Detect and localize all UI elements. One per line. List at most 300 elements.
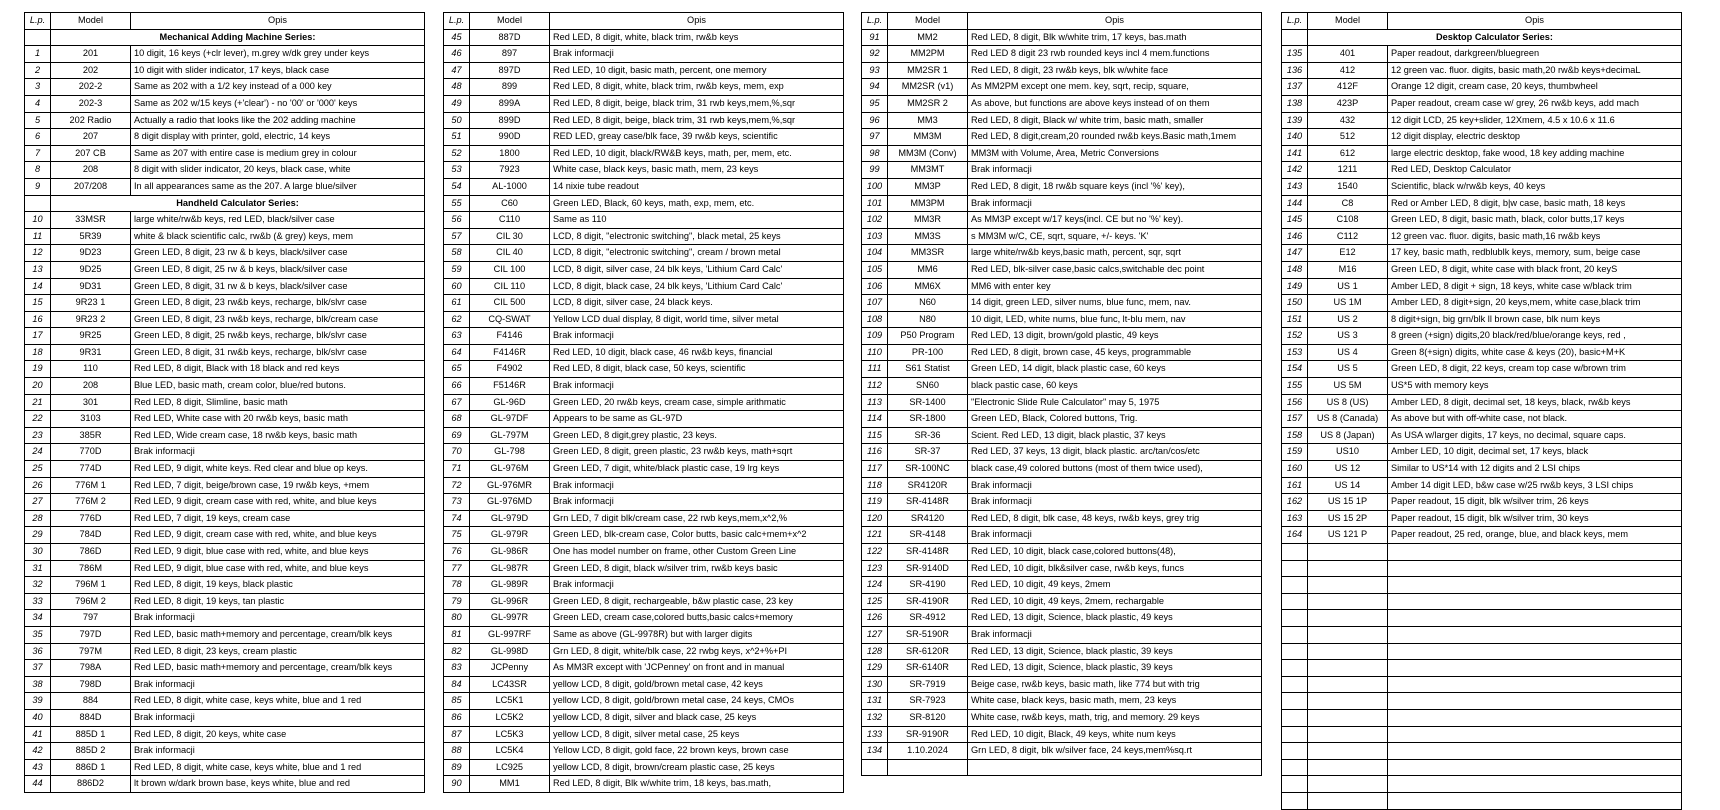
table-row [1282, 660, 1682, 677]
table-row [1282, 129, 1682, 146]
lp-cell [1282, 660, 1308, 677]
lp-cell: 87 [444, 726, 470, 743]
lp-cell: 76 [444, 544, 470, 561]
description-cell: Brak informacji [550, 577, 844, 594]
table-row [25, 593, 425, 610]
table-row [862, 361, 1262, 378]
lp-cell: 119 [862, 494, 888, 511]
description-cell: yellow LCD, 8 digit, brown/cream plastic case, 25 keys [550, 759, 844, 776]
model-cell: GL-996R [470, 593, 550, 610]
model-cell: SR-37 [888, 444, 968, 461]
lp-cell: 10 [25, 212, 51, 229]
table-row [444, 261, 844, 278]
table-row [862, 444, 1262, 461]
table-row [1282, 295, 1682, 312]
model-cell: 9D23 [51, 245, 131, 262]
lp-cell: 20 [25, 378, 51, 395]
model-cell: 412 [1308, 62, 1388, 79]
model-cell: C8 [1308, 195, 1388, 212]
table-row [1282, 676, 1682, 693]
model-cell: 797D [51, 626, 131, 643]
lp-cell: 129 [862, 660, 888, 677]
model-cell [1308, 660, 1388, 677]
description-cell: Brak informacji [550, 477, 844, 494]
lp-header: L.p. [862, 13, 888, 30]
table-row [444, 178, 844, 195]
description-cell: Red LED, 8 digit, Black with 18 black and red keys [131, 361, 425, 378]
model-cell: CIL 30 [470, 228, 550, 245]
lp-cell: 127 [862, 626, 888, 643]
description-cell: US*5 with memory keys [1388, 378, 1682, 395]
lp-cell: 115 [862, 427, 888, 444]
model-cell: SR-1400 [888, 394, 968, 411]
model-cell: 5R39 [51, 228, 131, 245]
description-cell: yellow LCD, 8 digit, gold/brown metal case, 42 keys [550, 676, 844, 693]
table-row [1282, 444, 1682, 461]
table-row [862, 743, 1262, 760]
model-cell: GL-976M [470, 461, 550, 478]
description-cell: Same as above (GL-9978R) but with larger digits [550, 626, 844, 643]
lp-header: L.p. [25, 13, 51, 30]
model-cell: MM6 [888, 261, 968, 278]
description-cell: Red LED, 8 digit, brown case, 45 keys, programmable [968, 344, 1262, 361]
description-cell: Orange 12 digit, cream case, 20 keys, thumbwheel [1388, 79, 1682, 96]
model-cell: 9R25 [51, 328, 131, 345]
description-cell [1388, 660, 1682, 677]
description-cell: large white/rw&b keys,basic math, percent, sqr, sqrt [968, 245, 1262, 262]
description-cell: Red LED, 9 digit, blue case with red, white, and blue keys [131, 560, 425, 577]
description-cell: Grn LED, 7 digit blk/cream case, 22 rwb keys,mem,x^2,% [550, 510, 844, 527]
description-cell: Red LED 8 digit 23 rwb rounded keys incl 4 mem.functions [968, 46, 1262, 63]
table-row [862, 328, 1262, 345]
model-cell [1308, 610, 1388, 627]
lp-cell [1282, 544, 1308, 561]
model-cell: 770D [51, 444, 131, 461]
lp-cell [1282, 610, 1308, 627]
table-row [25, 228, 425, 245]
description-cell: Brak informacji [550, 378, 844, 395]
description-cell [1388, 577, 1682, 594]
description-cell: LCD, 8 digit, "electronic switching", black metal, 25 keys [550, 228, 844, 245]
model-cell: 207 CB [51, 145, 131, 162]
lp-cell: 126 [862, 610, 888, 627]
lp-cell: 86 [444, 709, 470, 726]
model-cell: LC5K2 [470, 709, 550, 726]
lp-cell: 42 [25, 743, 51, 760]
description-cell: Red LED, 8 digit, beige, black trim, 31 rwb keys,mem,%,sqr [550, 95, 844, 112]
lp-cell: 151 [1282, 311, 1308, 328]
model-cell: SR-1800 [888, 411, 968, 428]
lp-cell: 140 [1282, 129, 1308, 146]
lp-cell: 45 [444, 29, 470, 46]
lp-cell: 89 [444, 759, 470, 776]
opis-header: Opis [968, 13, 1262, 30]
description-cell: Red LED, 8 digit, Blk w/white trim, 17 keys, bas.math [968, 29, 1262, 46]
description-cell [1388, 544, 1682, 561]
model-cell: SR-4148 [888, 527, 968, 544]
lp-cell: 15 [25, 295, 51, 312]
table-row [862, 212, 1262, 229]
model-cell: MM2SR 2 [888, 95, 968, 112]
lp-cell: 135 [1282, 46, 1308, 63]
lp-cell: 155 [1282, 378, 1308, 395]
model-cell: SR-4148R [888, 494, 968, 511]
table-row [444, 361, 844, 378]
model-cell [888, 759, 968, 776]
section-title: Mechanical Adding Machine Series: [51, 29, 425, 46]
table-row [1282, 228, 1682, 245]
lp-cell: 139 [1282, 112, 1308, 129]
model-cell: MM2 [888, 29, 968, 46]
lp-cell: 99 [862, 162, 888, 179]
model-cell [1308, 709, 1388, 726]
table-row [862, 461, 1262, 478]
model-cell: LC43SR [470, 676, 550, 693]
model-cell: GL-979R [470, 527, 550, 544]
description-cell: Green LED, 8 digit, 25 rw & b keys, black/silver case [131, 261, 425, 278]
description-cell: Green LED, 8 digit, 22 keys, cream top case w/brown trim [1388, 361, 1682, 378]
table-row [862, 344, 1262, 361]
lp-cell: 142 [1282, 162, 1308, 179]
description-cell: Brak informacji [131, 709, 425, 726]
lp-cell: 144 [1282, 195, 1308, 212]
description-cell: Brak informacji [131, 743, 425, 760]
description-cell: 8 digit display with printer, gold, electric, 14 keys [131, 129, 425, 146]
lp-cell: 147 [1282, 245, 1308, 262]
lp-cell: 21 [25, 394, 51, 411]
lp-cell: 47 [444, 62, 470, 79]
table-row [25, 626, 425, 643]
table-row [25, 444, 425, 461]
description-cell: Red LED, 13 digit, brown/gold plastic, 49 keys [968, 328, 1262, 345]
header-row [862, 13, 1262, 30]
table-row [444, 112, 844, 129]
lp-cell: 92 [862, 46, 888, 63]
lp-cell: 121 [862, 527, 888, 544]
table-row [444, 46, 844, 63]
description-cell: Red LED, 7 digit, 19 keys, cream case [131, 510, 425, 527]
model-cell: MM3MT [888, 162, 968, 179]
table-row [1282, 527, 1682, 544]
description-cell: Same as 110 [550, 212, 844, 229]
table-row [1282, 411, 1682, 428]
model-cell: 774D [51, 461, 131, 478]
description-cell: Paper readout, darkgreen/bluegreen [1388, 46, 1682, 63]
table-row [25, 510, 425, 527]
model-cell: 796M 2 [51, 593, 131, 610]
model-cell: C110 [470, 212, 550, 229]
model-cell: 885D 1 [51, 726, 131, 743]
table-row [444, 560, 844, 577]
table-row [862, 726, 1262, 743]
model-cell: 3103 [51, 411, 131, 428]
model-cell: GL-997R [470, 610, 550, 627]
description-cell: 14 nixie tube readout [550, 178, 844, 195]
table-row [444, 676, 844, 693]
section-title: Handheld Calculator Series: [51, 195, 425, 212]
model-cell: 110 [51, 361, 131, 378]
lp-cell: 162 [1282, 494, 1308, 511]
table-row [1282, 626, 1682, 643]
description-cell: Red LED, basic math+memory and percentage, cream/blk keys [131, 660, 425, 677]
lp-cell: 5 [25, 112, 51, 129]
table-row [862, 411, 1262, 428]
model-cell [1308, 560, 1388, 577]
description-cell: Paper readout, 15 digit, blk w/silver trim, 30 keys [1388, 510, 1682, 527]
description-cell: Red LED, 8 digit, 23 keys, cream plastic [131, 643, 425, 660]
lp-cell: 100 [862, 178, 888, 195]
table-row [25, 245, 425, 262]
description-cell: Red LED, White case with 20 rw&b keys, basic math [131, 411, 425, 428]
lp-cell: 117 [862, 461, 888, 478]
table-row [25, 112, 425, 129]
description-cell: Green LED, 8 digit, 25 rw&b keys, recharge, blk/slvr case [131, 328, 425, 345]
lp-cell: 102 [862, 212, 888, 229]
lp-cell: 123 [862, 560, 888, 577]
model-cell: 202 [51, 62, 131, 79]
table-row [862, 510, 1262, 527]
table-row [444, 444, 844, 461]
description-cell: black case,49 colored buttons (most of them twice used), [968, 461, 1262, 478]
lp-cell [1282, 593, 1308, 610]
model-cell: MM3SR [888, 245, 968, 262]
lp-cell: 138 [1282, 95, 1308, 112]
lp-cell: 55 [444, 195, 470, 212]
description-cell: Green LED, 8 digit, 31 rw&b keys, recharge, blk/slvr case [131, 344, 425, 361]
table-row [25, 79, 425, 96]
section-title: Desktop Calculator Series: [1308, 29, 1682, 46]
table-row [862, 378, 1262, 395]
model-cell: SR-9190R [888, 726, 968, 743]
table-row [25, 361, 425, 378]
table-row [25, 344, 425, 361]
description-cell: Red LED, 13 digit, Science, black plastic, 49 keys [968, 610, 1262, 627]
model-cell [1308, 693, 1388, 710]
model-cell: 412F [1308, 79, 1388, 96]
description-cell: Green LED, 8 digit, basic math, black, color butts,17 keys [1388, 212, 1682, 229]
model-cell: US 12 [1308, 461, 1388, 478]
model-cell: 385R [51, 427, 131, 444]
lp-cell: 27 [25, 494, 51, 511]
lp-cell: 22 [25, 411, 51, 428]
model-cell: GL-96D [470, 394, 550, 411]
model-cell: US 15 1P [1308, 494, 1388, 511]
lp-cell: 69 [444, 427, 470, 444]
description-cell [1388, 643, 1682, 660]
model-cell: US 15 2P [1308, 510, 1388, 527]
description-cell: Paper readout, 15 digit, blk w/silver trim, 26 keys [1388, 494, 1682, 511]
description-cell: Red LED, Wide cream case, 18 rw&b keys, basic math [131, 427, 425, 444]
table-row [25, 776, 425, 793]
model-cell: 432 [1308, 112, 1388, 129]
model-cell: 798D [51, 676, 131, 693]
model-cell: 776D [51, 510, 131, 527]
lp-cell: 148 [1282, 261, 1308, 278]
model-cell: US 4 [1308, 344, 1388, 361]
description-cell [1388, 693, 1682, 710]
header-row [25, 13, 425, 30]
description-cell: Brak informacji [968, 162, 1262, 179]
description-cell: Yellow LCD dual display, 8 digit, world time, silver metal [550, 311, 844, 328]
model-cell: MM3S [888, 228, 968, 245]
lp-cell: 46 [444, 46, 470, 63]
lp-header: L.p. [1282, 13, 1308, 30]
lp-cell: 56 [444, 212, 470, 229]
lp-cell: 161 [1282, 477, 1308, 494]
model-cell: 886D 1 [51, 759, 131, 776]
description-cell: Actually a radio that looks like the 202 adding machine [131, 112, 425, 129]
model-cell: MM3P [888, 178, 968, 195]
table-row [1282, 494, 1682, 511]
lp-cell [1282, 726, 1308, 743]
table-row [1282, 759, 1682, 776]
lp-cell: 130 [862, 676, 888, 693]
lp-cell: 90 [444, 776, 470, 793]
lp-cell: 159 [1282, 444, 1308, 461]
lp-cell: 53 [444, 162, 470, 179]
table-row [25, 427, 425, 444]
lp-cell: 11 [25, 228, 51, 245]
lp-cell: 58 [444, 245, 470, 262]
lp-cell: 12 [25, 245, 51, 262]
table-row [444, 295, 844, 312]
model-cell: CQ-SWAT [470, 311, 550, 328]
lp-cell: 145 [1282, 212, 1308, 229]
model-cell: 9D31 [51, 278, 131, 295]
table-row [25, 378, 425, 395]
table-row [862, 129, 1262, 146]
description-cell: 12 digit LCD, 25 key+slider, 12Xmem, 4.5 x 10.6 x 11.6 [1388, 112, 1682, 129]
table-row [444, 544, 844, 561]
description-cell [1388, 593, 1682, 610]
table-row [862, 709, 1262, 726]
lp-cell [1282, 743, 1308, 760]
description-cell: 12 digit display, electric desktop [1388, 129, 1682, 146]
lp-cell: 160 [1282, 461, 1308, 478]
model-cell: E12 [1308, 245, 1388, 262]
lp-cell [1282, 693, 1308, 710]
model-cell: MM1 [470, 776, 550, 793]
lp-cell: 41 [25, 726, 51, 743]
table-row [1282, 593, 1682, 610]
table-row [444, 593, 844, 610]
table-row [1282, 510, 1682, 527]
description-cell [1388, 676, 1682, 693]
description-cell: As above, but functions are above keys instead of on them [968, 95, 1262, 112]
calculator-table-1 [24, 12, 425, 793]
lp-cell: 14 [25, 278, 51, 295]
table-row [25, 212, 425, 229]
description-cell: LCD, 8 digit, silver case, 24 black keys. [550, 295, 844, 312]
description-cell: large electric desktop, fake wood, 18 key adding machine [1388, 145, 1682, 162]
lp-cell: 13 [25, 261, 51, 278]
model-cell: LC5K1 [470, 693, 550, 710]
table-row [25, 494, 425, 511]
lp-cell: 84 [444, 676, 470, 693]
table-row [862, 494, 1262, 511]
table-row [862, 295, 1262, 312]
lp-cell [862, 759, 888, 776]
description-cell: As above but with off-white case, not black. [1388, 411, 1682, 428]
description-cell: LCD, 8 digit, silver case, 24 blk keys, 'Lithium Card Calc' [550, 261, 844, 278]
description-cell: yellow LCD, 8 digit, silver and black case, 25 keys [550, 709, 844, 726]
model-cell [1308, 544, 1388, 561]
lp-cell: 7 [25, 145, 51, 162]
table-row [444, 527, 844, 544]
model-cell: SR-4912 [888, 610, 968, 627]
table-row [1282, 544, 1682, 561]
lp-cell: 57 [444, 228, 470, 245]
table-row [25, 411, 425, 428]
description-cell: Green LED, 8 digit, green plastic, 23 rw&b keys, math+sqrt [550, 444, 844, 461]
lp-cell: 6 [25, 129, 51, 146]
description-cell: White case, rw&b keys, math, trig, and memory. 29 keys [968, 709, 1262, 726]
description-cell: Green LED, 8 digit, white case with black front, 20 keyS [1388, 261, 1682, 278]
lp-cell: 50 [444, 112, 470, 129]
lp-cell: 77 [444, 560, 470, 577]
table-row [1282, 577, 1682, 594]
model-cell: N80 [888, 311, 968, 328]
description-cell: Red LED, 8 digit, 20 keys, white case [131, 726, 425, 743]
lp-cell: 17 [25, 328, 51, 345]
lp-cell: 143 [1282, 178, 1308, 195]
description-cell: 8 digit with slider indicator, 20 keys, black case, white [131, 162, 425, 179]
model-cell: P50 Program [888, 328, 968, 345]
table-row [25, 461, 425, 478]
model-cell: N60 [888, 295, 968, 312]
table-row [25, 129, 425, 146]
lp-cell: 34 [25, 610, 51, 627]
lp-cell: 49 [444, 95, 470, 112]
table-row [25, 759, 425, 776]
description-cell: Red LED, 10 digit, black/RW&B keys, math, per, mem, etc. [550, 145, 844, 162]
description-cell: LCD, 8 digit, "electronic switching", cream / brown metal [550, 245, 844, 262]
table-row [25, 95, 425, 112]
description-cell: Red LED, 8 digit, 19 keys, black plastic [131, 577, 425, 594]
description-cell: Red LED, 8 digit, 18 rw&b square keys (incl '%' key), [968, 178, 1262, 195]
description-cell: Green LED, 20 rw&b keys, cream case, simple arithmatic [550, 394, 844, 411]
model-cell: 797 [51, 610, 131, 627]
model-cell: 9R23 2 [51, 311, 131, 328]
table-row [862, 228, 1262, 245]
description-cell: yellow LCD, 8 digit, silver metal case, 25 keys [550, 726, 844, 743]
model-cell: 7923 [470, 162, 550, 179]
table-row [25, 660, 425, 677]
lp-cell: 111 [862, 361, 888, 378]
table-row [862, 577, 1262, 594]
calculator-table-2 [443, 12, 844, 793]
model-cell: 208 [51, 162, 131, 179]
table-row [1282, 776, 1682, 793]
model-cell: AL-1000 [470, 178, 550, 195]
model-cell: US 1 [1308, 278, 1388, 295]
table-row [444, 278, 844, 295]
model-cell: GL-986R [470, 544, 550, 561]
description-cell [1388, 560, 1682, 577]
lp-cell: 149 [1282, 278, 1308, 295]
table-row [444, 461, 844, 478]
model-cell: 899D [470, 112, 550, 129]
model-cell: 612 [1308, 145, 1388, 162]
lp-cell: 24 [25, 444, 51, 461]
description-cell: Red LED, 8 digit, 23 rw&b keys, blk w/white face [968, 62, 1262, 79]
description-cell [1388, 792, 1682, 809]
description-cell: As MM3R except with 'JCPenney' on front and in manual [550, 660, 844, 677]
description-cell: Brak informacji [968, 494, 1262, 511]
lp-cell: 101 [862, 195, 888, 212]
table-row [444, 79, 844, 96]
model-cell: 202 Radio [51, 112, 131, 129]
